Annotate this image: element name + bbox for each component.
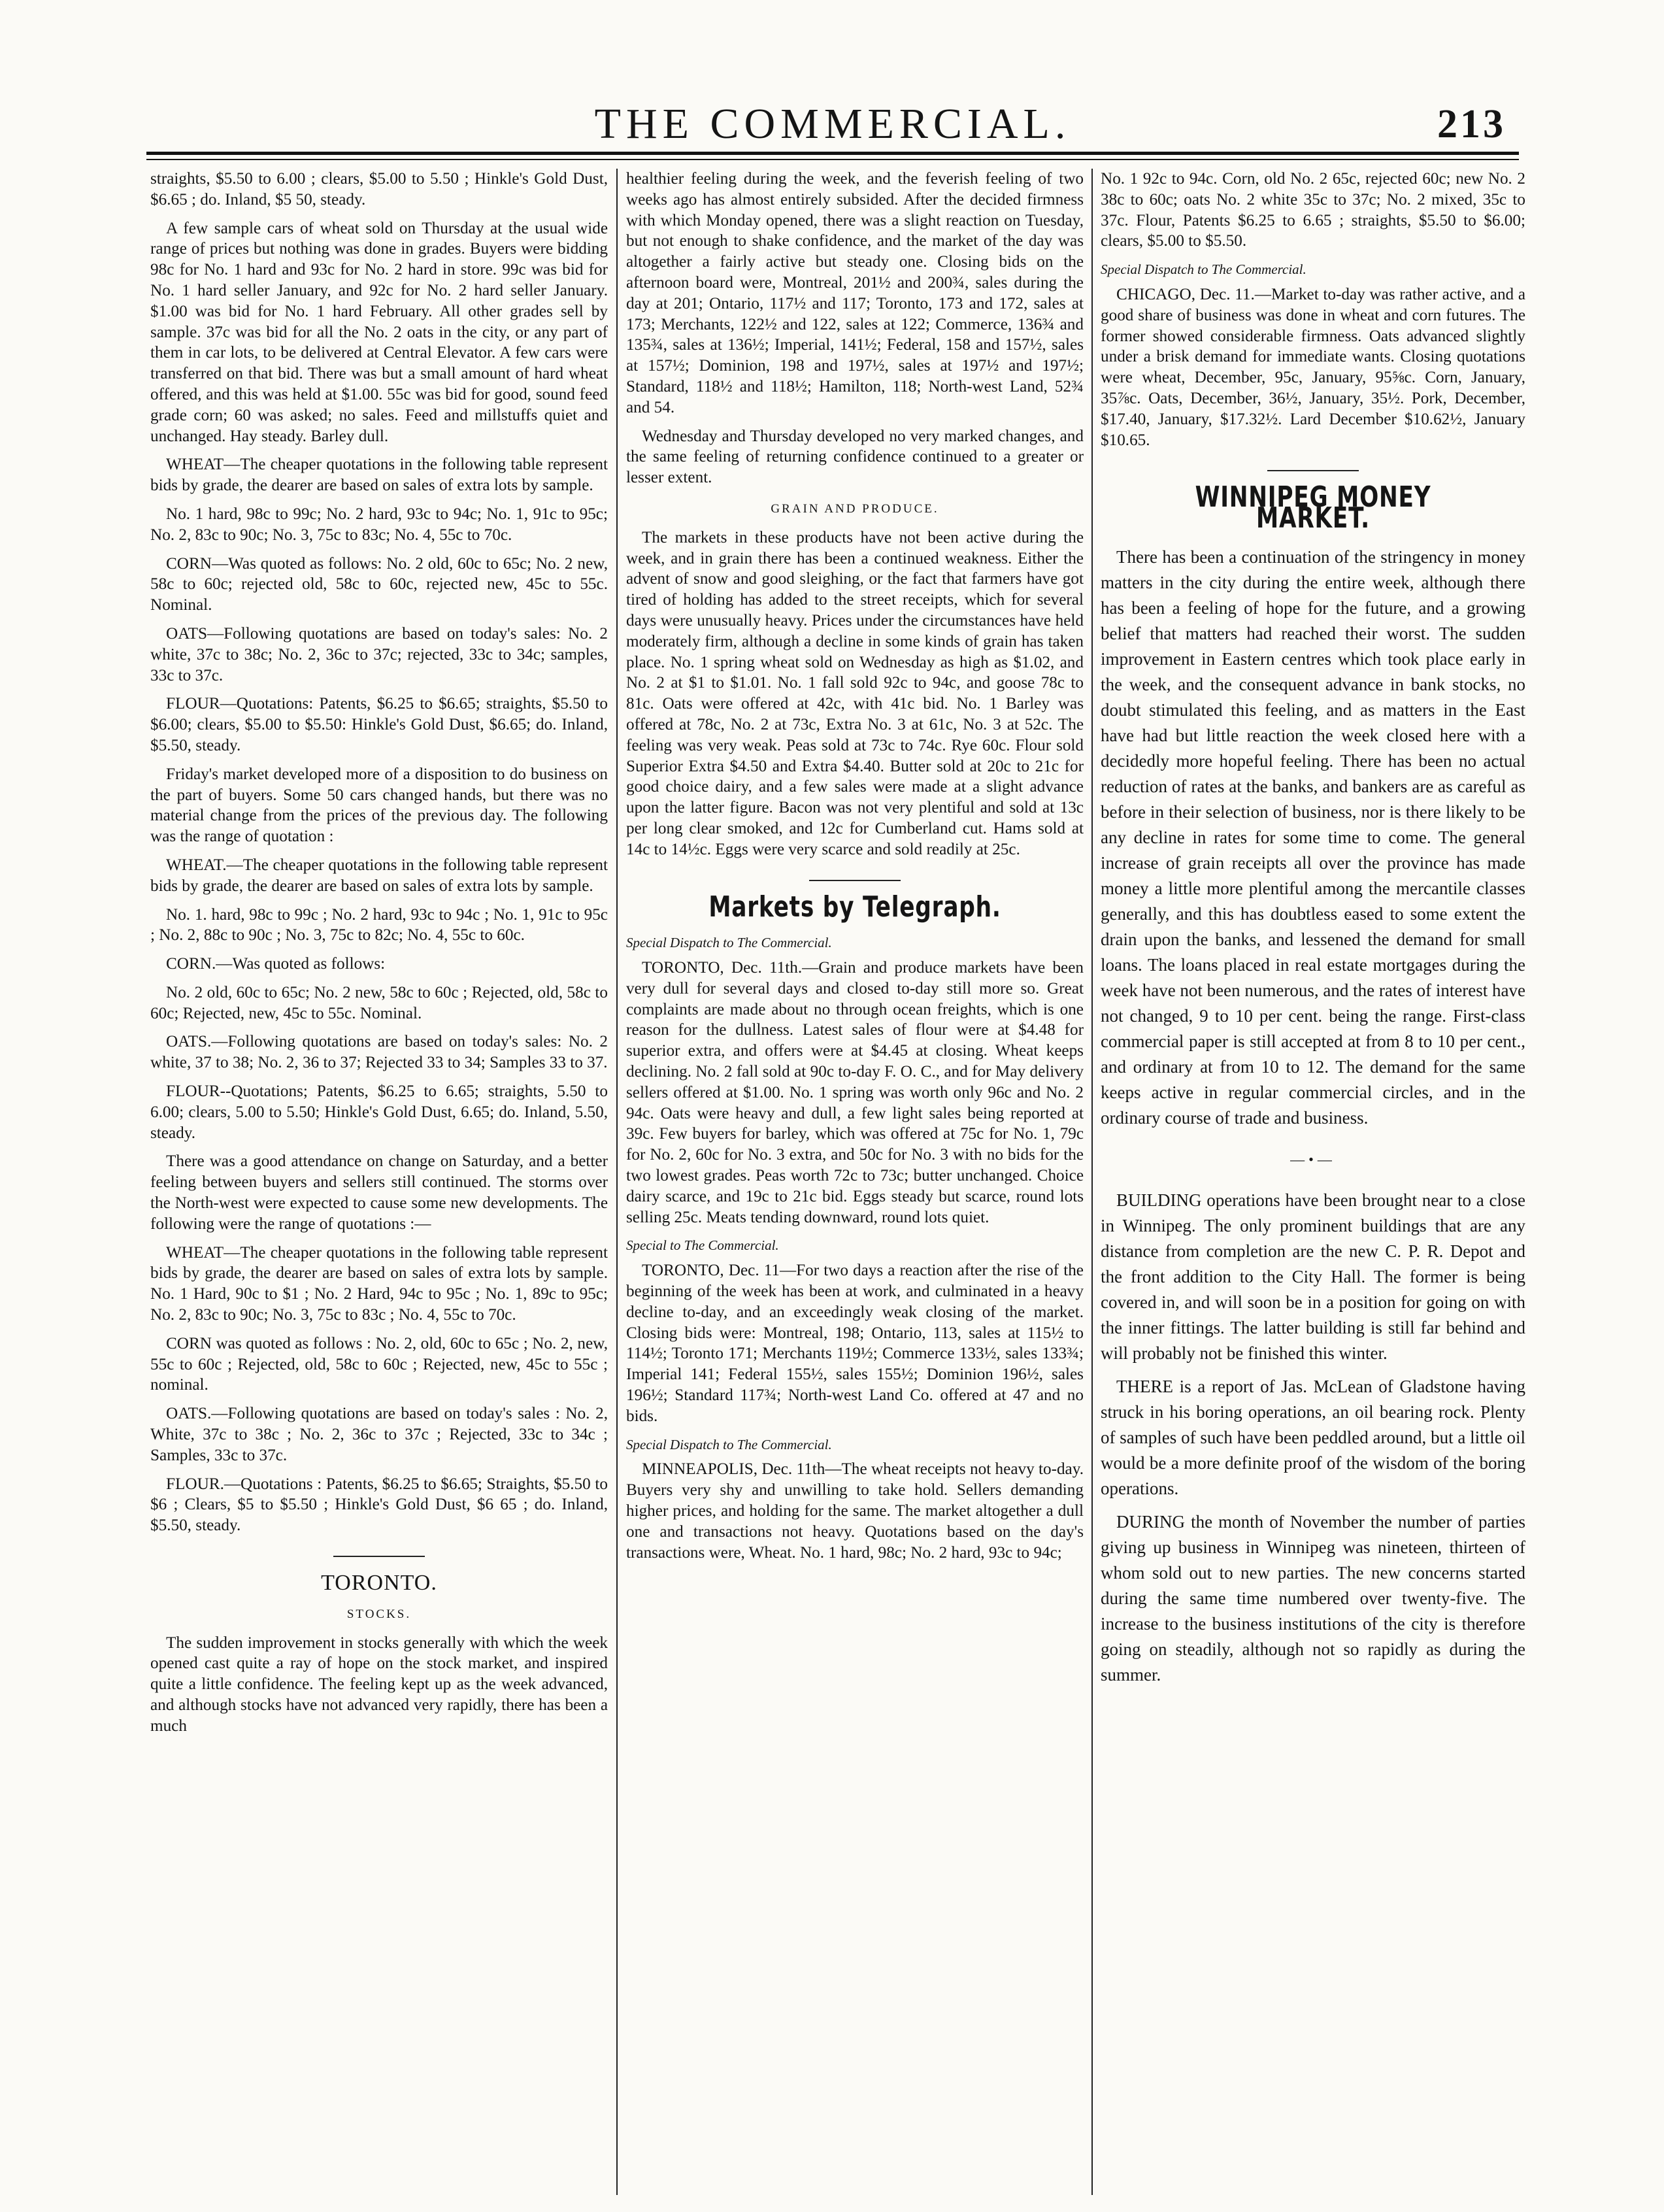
page-header bbox=[146, 98, 1519, 157]
article-paragraph: CORN—Was quoted as follows: No. 2 old, 60c to 65c; No. 2 new, 58c to 60c; rejected old, 58c to 60c, rejected new, 45c to 55c. Nominal. bbox=[150, 554, 608, 614]
column-divider-1 bbox=[616, 169, 618, 2195]
article-paragraph: A few sample cars of wheat sold on Thursday at the usual wide range of prices but nothing was done in grades. Buyers were bidding 98c for No. 1 hard and 93c for No. 2 hard in store. 99c was bid for No. 1 hard seller January, and 92c for No. 2 hard seller January. $1.00 was bid for No. 1 hard February. All other grades sell by sample. 37c was bid for all the No. 2 oats in the city, or any part of them in car lots, to be delivered at Central Elevator. A few cars were transferred on that bid. There was but a small amount of hard wheat offered, and this was held at $1.00. 55c was bid for good, sound feed grade corn; 60 was asked; no sales. Feed and millstuffs quiet and unchanged. Hay steady. Barley dull. bbox=[150, 219, 608, 445]
article-paragraph: Friday's market developed more of a disposition to do business on the part of buyers. Some 50 cars changed hands, but there was no material change from the prices of the previous day. The following was the range of quotation : bbox=[150, 765, 608, 846]
article-paragraph: FLOUR—Quotations: Patents, $6.25 to $6.65; straights, $5.50 to $6.00; clears, $5.00 to $5.50: Hinkle's Gold Dust, $6.65; do. Inland, $5.50, steady. bbox=[150, 695, 608, 754]
article-paragraph: WHEAT—The cheaper quotations in the following table represent bids by grade, the dearer are based on sales of extra lots by sample. bbox=[150, 456, 608, 495]
article-paragraph: DURING the month of November the number of parties giving up business in Winnipeg was nineteen, thirteen of whom sold out to new parties. The new concerns started during the same time numbered over twenty-five. The increase to the business institutions of the city is therefore going on steadily, although not so rapidly as during the summer. bbox=[1101, 1511, 1525, 1684]
article-paragraph: No. 1. hard, 98c to 99c ; No. 2 hard, 93c to 94c ; No. 1, 91c to 95c ; No. 2, 88c to 90c ; No. 3, 75c to 82c; No. 4, 55c to 60c. bbox=[150, 905, 608, 945]
article-paragraph: No. 2 old, 60c to 65c; No. 2 new, 58c to 60c ; Rejected, old, 58c to 60c; Rejected, new, 45c to 55c. Nominal. bbox=[150, 983, 608, 1022]
section-heading-toronto: TORONTO. bbox=[321, 1571, 437, 1596]
article-paragraph: CHICAGO, Dec. 11.—Market to-day was rather active, and a good share of business was done in wheat and corn futures. The former showed considerable firmness. Oats advanced slightly under a brisk demand for immediate wants. Closing quotations were wheat, December, 95c, January, 95⅝c. Corn, January, 35⅞c. Oats, December, 36½, January, 35½. Pork, December, $17.40, January, $17.32½. Lard December $10.62½, January $10.65. bbox=[1101, 285, 1525, 449]
article-paragraph: The sudden improvement in stocks generally with which the week opened cast quite a ray of hope on the stock market, and inspired quite a little confidence. The feeling kept up as the week advanced, and although stocks have not advanced very rapidly, there has been a much bbox=[150, 1634, 608, 1735]
article-paragraph: FLOUR.—Quotations : Patents, $6.25 to $6.65; Straights, $5.50 to $6 ; Clears, $5 to $5.50 ; Hinkle's Gold Dust, $6 65 ; do. Inland, $5.50, steady. bbox=[150, 1475, 608, 1535]
article-paragraph: No. 1 hard, 98c to 99c; No. 2 hard, 93c to 94c; No. 1, 91c to 95c; No. 2, 83c to 90c; No. 3, 75c to 83c; No. 4, 55c to 70c. bbox=[150, 505, 608, 544]
article-paragraph: FLOUR--Quotations; Patents, $6.25 to 6.65; straights, 5.50 to 6.00; clears, 5.00 to 5.50; Hinkle's Gold Dust, 6.65; do. Inland, 5.50, steady. bbox=[150, 1082, 608, 1142]
section-heading-markets-telegraph: Markets by Telegraph. bbox=[708, 890, 1001, 924]
section-rule bbox=[809, 880, 901, 881]
dispatch-credit: Special Dispatch to The Commercial. bbox=[626, 1436, 832, 1452]
article-paragraph: There has been a continuation of the stringency in money matters in the city during the entire week, although there has been a feeling of hope for the future, and a growing belief that matters had reached their worst. The sudden improvement in Eastern centres which took place early in the week, and the consequent advance in bank stocks, no doubt stimulated this feeling, and as matters in the East have had but little reaction the week closed here with a decidedly more hopeful feeling. There has been no actual reduction of rates at the banks, and bankers are as careful as before in their selection of business, nor is there likely to be any decline in rates for some time to come. The general increase of grain receipts all over the province has made money a little more plentiful among the mercantile classes generally, and this has doubtless eased to some extent the drain upon the banks, and lessened the demand for small loans. The loans placed in real estate mortgages during the week have not been numerous, and the rates of interest have not changed, 9 to 10 per cent. being the range. First-class commercial paper is still accepted at from 8 to 10 per cent., and ordinary at from 10 to 12. The demand for the same keeps active in regular commercial circles, and in the ordinary course of trade and business. bbox=[1101, 546, 1525, 1128]
column-2 bbox=[626, 169, 1084, 2202]
dispatch-credit: Special to The Commercial. bbox=[626, 1237, 779, 1254]
article-paragraph: MINNEAPOLIS, Dec. 11th—The wheat receipts not heavy to-day. Buyers very shy and unwilling to take hold. Sellers demanding higher prices, and holding for the same. The market altogether a dull one and transactions not heavy. Quotations based on the day's transactions were, Wheat. No. 1 hard, 98c; No. 2 hard, 93c to 94c; bbox=[626, 1460, 1084, 1562]
column-1 bbox=[150, 169, 608, 2202]
subheading-stocks: STOCKS. bbox=[346, 1607, 412, 1621]
dispatch-credit: Special Dispatch to The Commercial. bbox=[1101, 261, 1306, 278]
article-paragraph: OATS.—Following quotations are based on today's sales: No. 2 white, 37 to 38; No. 2, 36 to 37; Rejected 33 to 34; Samples 33 to 37. bbox=[150, 1033, 608, 1072]
publication-title: THE COMMERCIAL. bbox=[594, 100, 1071, 148]
page-number: 213 bbox=[1437, 102, 1506, 146]
article-paragraph: CORN was quoted as follows : No. 2, old, 60c to 65c ; No. 2, new, 55c to 60c ; Rejected, old, 58c to 60c ; Rejected, new, 45c to 55c ; nominal. bbox=[150, 1334, 608, 1394]
article-paragraph: THERE is a report of Jas. McLean of Gladstone having struck in his boring operations, an oil bearing rock. Plenty of samples of such have been peddled around, but a little oil would be a more definite proof of the wisdom of the boring operations. bbox=[1101, 1376, 1525, 1498]
article-paragraph: WHEAT—The cheaper quotations in the following table represent bids by grade, the dearer are based on sales of extra lots by sample. No. 1 Hard, 90c to $1 ; No. 2 Hard, 94c to 95c ; No. 1, 89c to 95c; No. 2, 83c to 90c; No. 3, 75c to 83c ; No. 4, 55c to 70c. bbox=[150, 1243, 608, 1324]
column-divider-2 bbox=[1091, 169, 1093, 2195]
article-paragraph: BUILDING operations have been brought near to a close in Winnipeg. The only prominent buildings that are any distance from completion are the new C. P. R. Depot and the front addition to the City Hall. The former is being covered in, and will soon be in a position for going on with the inner fittings. The latter building is still far behind and will probably not be finished this winter. bbox=[1101, 1190, 1525, 1363]
section-rule bbox=[1267, 470, 1359, 471]
section-heading-winnipeg-money-market: WINNIPEG MONEY MARKET. bbox=[1195, 480, 1431, 535]
article-paragraph: There was a good attendance on change on Saturday, and a better feeling between buyers and sellers still continued. The storms over the North-west were expected to cause some new developments. The following were the range of quotations :— bbox=[150, 1152, 608, 1233]
article-paragraph: OATS—Following quotations are based on today's sales: No. 2 white, 37c to 38c; No. 2, 36c to 37c; rejected, 33c to 34c; samples, 33c to 37c. bbox=[150, 624, 608, 684]
section-rule bbox=[333, 1556, 425, 1557]
ornament-divider: —•— bbox=[1290, 1150, 1336, 1167]
article-paragraph: No. 1 92c to 94c. Corn, old No. 2 65c, rejected 60c; new No. 2 38c to 60c; oats No. 2 white 35c to 37c; No. 2 mixed, 35c to 37c. Flour, Patents $6.25 to 6.65 ; straights, $5.50 to $6.00; clears, $5.00 to $5.50. bbox=[1101, 170, 1525, 250]
article-paragraph: Wednesday and Thursday developed no very marked changes, and the same feeling of returning confidence continued to a greater or lesser extent. bbox=[626, 427, 1084, 487]
article-paragraph: straights, $5.50 to 6.00 ; clears, $5.00 to 5.50 ; Hinkle's Gold Dust, $6.65 ; do. Inland, $5 50, steady. bbox=[150, 170, 608, 209]
article-paragraph: TORONTO, Dec. 11th.—Grain and produce markets have been very dull for several days and closed to-day still more so. Great complaints are made about no through ocean freights, which is one reason for the dullness. Latest sales of flour were at $4.48 for superior extra, and offers were at $4.45 at closing. Wheat keeps declining. No. 2 fall sold at 90c to-day F. O. C., and for May delivery sellers offered at $1.00. No. 1 spring was worth only 96c and No. 2 94c. Oats were heavy and dull, a few light sales being reported at 39c. Few buyers for barley, which was offered at 75c for No. 1, 79c for No. 2, 60c for No. 3 extra, and 50c for No. 3 with no bids for the two lowest grades. Peas worth 72c to 73c; butter unchanged. Choice dairy scarce, and 19c to 21c bid. Eggs steady but scarce, round lots selling 25c. Meats tending downward, round lots quiet. bbox=[626, 959, 1084, 1226]
article-paragraph: CORN.—Was quoted as follows: bbox=[166, 955, 386, 973]
article-paragraph: OATS.—Following quotations are based on today's sales : No. 2, White, 37c to 38c ; No. 2, 36c to 37c ; Rejected, 33c to 34c ; Samples, 33c to 37c. bbox=[150, 1405, 608, 1464]
header-rule-thick bbox=[146, 152, 1519, 155]
subheading-grain-produce: GRAIN AND PRODUCE. bbox=[771, 501, 939, 516]
winnipeg-article bbox=[1101, 545, 1525, 1688]
dispatch-credit: Special Dispatch to The Commercial. bbox=[626, 935, 832, 951]
article-paragraph: The markets in these products have not been active during the week, and in grain there has been a continued weakness. Either the advent of snow and good sleighing, or the fact that farmers have got tired of holding has added to the street receipts, which for several days were unusually heavy. Prices under the circumstances have held moderately firm, although a decline in some kinds of grain has taken place. No. 1 spring wheat sold on Wednesday as high as $1.02, and No. 2 at $1 to $1.01. No. 1 fall sold 92c to 94c, and goose 78c to 81c. Oats were offered at 42c, with 41c bid. No. 1 Barley was offered at 78c, No. 2 at 73c, Extra No. 3 at 61c, No. 3 at 52c. The feeling was very weak. Peas sold at 73c to 74c. Rye 60c. Flour sold Superior Extra $4.50 and Extra $4.40. Butter sold at 20c to 21c for good choice dairy, and a few sales were made at a slight advance upon the latter figure. Bacon was not very plentiful and sold at 13c per long clear smoked, and 12c for Cumberland cut. Hams sold at 14c to 14½c. Eggs were very scarce and sold readily at 25c. bbox=[626, 528, 1084, 858]
article-paragraph: TORONTO, Dec. 11—For two days a reaction after the rise of the beginning of the week has been at work, and culminated in a heavy decline to-day, and an exceedingly weak closing of the market. Closing bids were: Montreal, 198; Ontario, 113, sales at 115½ to 114½; Toronto 171; Merchants 119½; Commerce 133½, sales 133¾; Imperial 141; Federal 155½, sales 155½; Dominion 196½, sales 196½; Standard 117¾; North-west Land Co. offered at 47 and no bids. bbox=[626, 1262, 1084, 1425]
article-paragraph: healthier feeling during the week, and the feverish feeling of two weeks ago has almost entirely subsided. After the decided firmness with which Monday opened, there was a slight reaction on Tuesday, but not enough to shake confidence, and the market of the day was altogether a fairly active but steady one. Closing bids on the afternoon board were, Montreal, 201½ and 200¾, sales during the day at 201; Ontario, 117½ and 117; Toronto, 173 and 172, sales at 173; Merchants, 122½ and 122, sales at 122; Commerce, 136¾ and 135¾, sales at 136½; Imperial, 141½; Federal, 158 and 157½, sales at 157½; Dominion, 198 and 197½, sales at 197½ and 197½; Standard, 118½ and 118½; Hamilton, 118; North-west Land, 52¾ and 54. bbox=[626, 170, 1084, 416]
article-paragraph: WHEAT.—The cheaper quotations in the following table represent bids by grade, the dearer are based on sales of extra lots by sample. bbox=[150, 856, 608, 895]
column-3 bbox=[1101, 169, 1525, 2202]
header-rule-thin bbox=[146, 159, 1519, 160]
